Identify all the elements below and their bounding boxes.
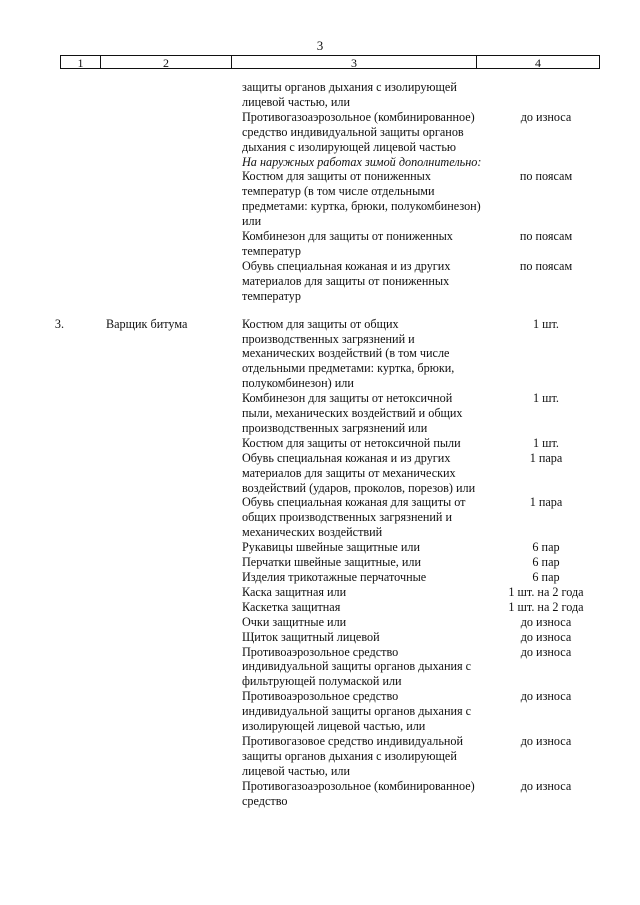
item-description: Каскетка защитная [242, 599, 341, 614]
item-description: Очки защитные или [242, 614, 347, 629]
item-description: Перчатки швейные защитные, или [242, 555, 422, 570]
list-item [242, 540, 640, 555]
list-item [242, 259, 640, 304]
item-description: Противоаэрозольное средство индивидуальной защиты органов дыхания с фильтрующей полумаской или [242, 644, 472, 689]
item-quantity [482, 80, 610, 110]
list-item [242, 570, 640, 585]
item-quantity: 1 пара [529, 450, 563, 465]
item-description: Костюм для защиты от пониженных температур (в том числе отдельными предметами: куртка, брюки, полукомбинезон) или [242, 169, 481, 229]
list-item [242, 600, 640, 615]
row-3-items-list [242, 317, 640, 809]
list-item [242, 391, 640, 436]
item-quantity: до износа [520, 689, 572, 704]
row-number: 3. [54, 316, 64, 331]
page-number: 3 [316, 38, 324, 53]
item-quantity [482, 155, 610, 170]
list-item [242, 80, 640, 110]
item-quantity: до износа [520, 733, 572, 748]
item-description: Изделия трикотажные перчаточные [242, 570, 427, 584]
list-item [242, 585, 640, 600]
item-description: Обувь специальная кожаная и из других материалов для защиты от пониженных температур [242, 258, 451, 303]
list-item [242, 451, 640, 496]
item-description: Противогазовое средство индивидуальной защиты органов дыхания с изолирующей лицевой частью, или [242, 733, 464, 778]
item-quantity: до износа [520, 629, 572, 644]
item-description: Щиток защитный лицевой [242, 629, 380, 644]
item-quantity: до износа [520, 109, 572, 124]
item-quantity: по поясам [519, 229, 573, 244]
table-header-row [60, 55, 600, 69]
list-item [242, 734, 640, 779]
item-quantity: по поясам [519, 169, 573, 184]
item-quantity: 1 шт. на 2 года [508, 584, 584, 599]
header-col-3: 3 [232, 56, 477, 68]
item-description: Противоаэрозольное средство индивидуальной защиты органов дыхания с изолирующей лицевой частью, или [242, 689, 472, 734]
item-description: Комбинезон для защиты от пониженных температур [242, 229, 453, 258]
table-body [0, 80, 640, 809]
item-quantity: 1 шт. [533, 316, 559, 331]
item-quantity: 1 шт. [533, 391, 559, 406]
item-description: Комбинезон для защиты от нетоксичной пыли, механических воздействий и общих производственных загрязнений или [242, 391, 463, 435]
list-item [242, 689, 640, 734]
item-quantity: 1 шт. на 2 года [508, 599, 584, 614]
header-col-1: 1 [61, 56, 101, 68]
list-item [242, 155, 640, 170]
item-description: Обувь специальная кожаная для защиты от общих производственных загрязнений и механических воздействий [242, 495, 466, 540]
item-quantity: до износа [520, 614, 572, 629]
item-quantity: 6 пар [532, 570, 560, 584]
item-description: Противогазоаэрозольное (комбинированное) средство [242, 778, 475, 808]
list-item [242, 779, 640, 809]
item-quantity: 1 шт. [533, 435, 559, 450]
item-quantity: до износа [520, 778, 572, 793]
item-quantity: 1 пара [529, 495, 563, 510]
item-description: На наружных работах зимой дополнительно: [242, 154, 482, 169]
item-description: Обувь специальная кожаная и из других материалов для защиты от механических воздействий (ударов, проколов, порезов) или [242, 450, 476, 495]
list-item [242, 110, 640, 155]
item-description: Противогазоаэрозольное (комбинированное) средство индивидуальной защиты органов дыхания с изолирующей лицевой частью [242, 109, 475, 154]
item-quantity: 6 пар [532, 540, 560, 555]
list-item [242, 555, 640, 570]
continued-items-list [242, 80, 640, 304]
header-col-4: 4 [535, 56, 541, 70]
item-description: Костюм для защиты от нетоксичной пыли [242, 435, 461, 450]
item-quantity: до износа [520, 644, 572, 659]
row-number-empty [0, 80, 76, 304]
header-col-2: 2 [101, 56, 232, 68]
item-description: Рукавицы швейные защитные или [242, 540, 420, 555]
list-item [242, 615, 640, 630]
list-item [242, 495, 640, 540]
row-profession-empty [76, 80, 242, 304]
item-quantity: 6 пар [532, 555, 560, 570]
row-profession: Варщик битума [106, 316, 188, 331]
item-quantity: по поясам [519, 258, 573, 273]
list-item [242, 169, 640, 229]
list-item [242, 229, 640, 259]
continued-row [0, 80, 640, 304]
list-item [242, 317, 640, 392]
item-description: защиты органов дыхания с изолирующей лицевой частью, или [242, 80, 457, 109]
item-description: Каска защитная или [242, 584, 347, 599]
list-item [242, 630, 640, 645]
table-row-3 [0, 317, 640, 809]
list-item [242, 436, 640, 451]
list-item [242, 645, 640, 690]
item-description: Костюм для защиты от общих производственных загрязнений и механических воздействий (в том числе отдельными предметами: куртка, брюки, полукомбинезон) или [242, 316, 455, 391]
